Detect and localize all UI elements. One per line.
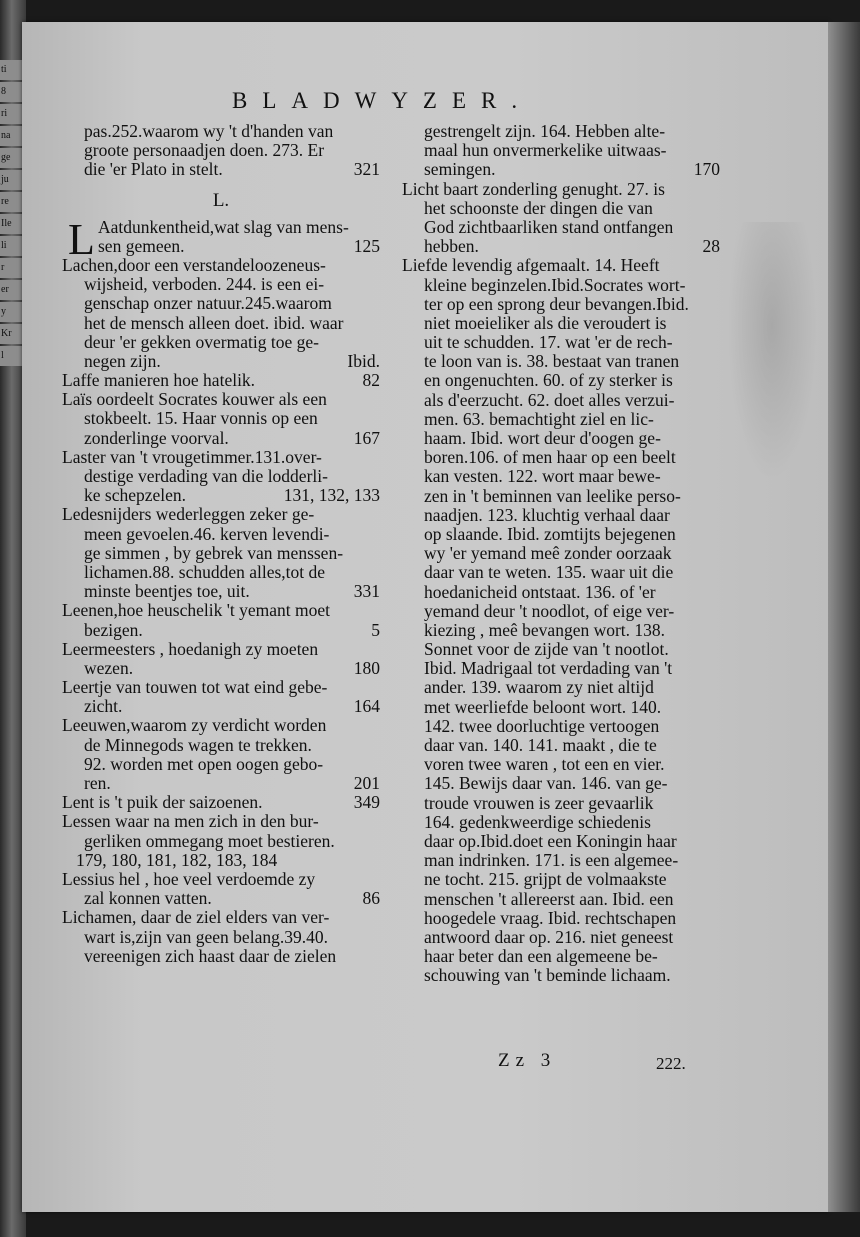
signature-mark: Zz 3: [498, 1050, 557, 1071]
index-entry-text: haam. Ibid. wort deur d'oogen ge-: [424, 428, 661, 448]
page-reference: 167: [353, 427, 380, 448]
index-line: [62, 678, 380, 697]
index-entry-text: het de mensch alleen doet. ibid. waar: [84, 312, 344, 333]
index-line: [402, 391, 720, 410]
index-entry-text: Liefde levendig afgemaalt. 14. Heeft: [402, 255, 660, 276]
index-entry-text: destige verdading van die lodderli-: [84, 466, 328, 486]
index-entry-text: yemand deur 't noodlot, of eige ver-: [424, 600, 675, 621]
index-entry-text: Lessius hel , hoe veel verdoemde zy: [62, 868, 316, 889]
index-line: [62, 851, 380, 870]
index-line: [402, 314, 720, 333]
letter-section-heading: L.: [212, 189, 230, 211]
index-entry-text: lichamen.88. schudden alles,tot de: [84, 561, 326, 582]
index-line: [402, 870, 720, 889]
index-line: [402, 371, 720, 390]
index-line: [62, 141, 380, 160]
index-entry-text: daar van te weten. 135. waar uit die: [424, 562, 674, 583]
index-entry-text: hoogedele vraag. Ibid. rechtschapen: [424, 907, 677, 928]
index-entry-text: Laïs oordeelt Socrates kouwer als een: [62, 389, 327, 410]
index-line: [62, 448, 380, 467]
index-entry-text: Lent is 't puik der saizoenen.: [62, 792, 263, 813]
index-line: [402, 448, 720, 467]
index-entry-text: gerliken ommegang moet bestieren.: [84, 830, 335, 851]
index-line: [62, 352, 380, 371]
index-entry-text: stokbeelt. 15. Haar vonnis op een: [84, 408, 318, 429]
index-entry-text: boren.106. of men haar op een beelt: [424, 447, 676, 468]
book-page: [22, 22, 828, 1212]
previous-page-fragment: l: [0, 346, 24, 366]
index-entry-text: sen gemeen.: [98, 235, 185, 256]
index-entry-text: zal konnen vatten.: [84, 888, 212, 909]
index-line: [402, 851, 720, 870]
index-line: [402, 966, 720, 985]
drop-cap-letter: L: [68, 214, 95, 264]
index-line: [402, 276, 720, 295]
index-line: [402, 199, 720, 218]
index-line: [62, 947, 380, 966]
index-line: [62, 582, 380, 601]
index-line: [62, 237, 380, 256]
index-line: [62, 294, 380, 313]
page-reference: Ibid.: [347, 350, 380, 371]
index-entry-text: Laster van 't vrougetimmer.131.over-: [62, 446, 322, 467]
index-line: [62, 314, 380, 333]
index-line: [402, 410, 720, 429]
index-line: [402, 180, 720, 199]
index-line: [402, 832, 720, 851]
index-line: [62, 832, 380, 851]
index-entry-text: antwoord daar op. 216. niet geneest: [424, 926, 674, 947]
index-entry-text: vereenigen zich haast daar de zielen: [84, 945, 337, 966]
index-entry-text: ke schepzelen.: [84, 485, 187, 506]
index-entry-text: kleine beginzelen.Ibid.Socrates wort-: [424, 274, 686, 295]
index-entry-text: ge simmen , by gebrek van menssen-: [84, 542, 344, 563]
page-reference: 86: [362, 888, 380, 909]
index-line: [62, 409, 380, 428]
index-entry-text: deur 'er gekken overmatig toe ge-: [84, 331, 319, 352]
index-line: [402, 583, 720, 602]
index-entry-text: man indrinken. 171. is een algemee-: [424, 850, 679, 871]
index-entry-text: zen in 't beminnen van leelike perso-: [424, 485, 681, 506]
index-line: [62, 390, 380, 409]
index-line: [402, 525, 720, 544]
page-reference: 170: [693, 159, 720, 180]
index-entry-text: wy 'er yemand meê zonder oorzaak: [424, 543, 672, 564]
previous-page-fragment: ti: [0, 60, 24, 80]
index-entry-text: zicht.: [84, 696, 123, 717]
index-line: [402, 122, 720, 141]
index-entry-text: als d'eerzucht. 62. doet alles verzui-: [424, 389, 675, 410]
index-entry-text: pas.252.waarom wy 't d'handen van: [84, 121, 334, 141]
index-entry-text: Lessen waar na men zich in den bur-: [62, 811, 319, 832]
index-line: [402, 237, 720, 256]
page-reference: 321: [353, 159, 380, 180]
index-entry-text: Licht baart zonderling genught. 27. is: [402, 178, 665, 199]
index-line: [402, 467, 720, 486]
previous-page-fragment: re: [0, 192, 24, 212]
index-entry-text: Aatdunkentheid,wat slag van mens-: [98, 216, 349, 237]
previous-page-fragment: na: [0, 126, 24, 146]
page-reference: 180: [353, 657, 380, 678]
index-entry-text: die 'er Plato in stelt.: [84, 159, 223, 180]
index-line: [402, 640, 720, 659]
index-line: [402, 544, 720, 563]
index-line: [62, 697, 380, 716]
index-line: [62, 870, 380, 889]
index-entry-text: Sonnet voor de zijde van 't nootlot.: [424, 639, 669, 660]
index-line: [62, 812, 380, 831]
index-entry-text: uit te schudden. 17. wat 'er de rech-: [424, 332, 673, 353]
index-entry-text: Laffe manieren hoe hatelik.: [62, 370, 256, 391]
index-line: [62, 908, 380, 927]
index-entry-text: wezen.: [84, 657, 134, 678]
index-entry-text: God zichtbaarliken stand ontfangen: [424, 216, 674, 237]
index-entry-text: troude vrouwen is zeer gevaarlik: [424, 792, 654, 813]
index-line: [62, 601, 380, 620]
index-entry-text: maal hun onvermerkelike uitwaas-: [424, 140, 667, 161]
index-line: [402, 218, 720, 237]
page-reference: 201: [353, 773, 380, 793]
index-entry-text: 179, 180, 181, 182, 183, 184: [76, 849, 278, 870]
index-line: [402, 602, 720, 621]
index-line: [402, 947, 720, 966]
index-entry-text: het schoonste der dingen die van: [424, 197, 653, 218]
previous-page-fragment: y: [0, 302, 24, 322]
index-entry-text: wart is,zijn van geen belang.39.40.: [84, 926, 328, 947]
previous-page-fragment: Kr: [0, 324, 24, 344]
index-entry-text: ter op een sprong deur bevangen.Ibid.: [424, 293, 689, 314]
index-line: [62, 928, 380, 947]
index-line: [402, 487, 720, 506]
previous-page-fragment: li: [0, 236, 24, 256]
index-line: [402, 717, 720, 736]
index-line: [62, 736, 380, 755]
index-entry-text: meen gevoelen.46. kerven levendi-: [84, 523, 330, 544]
previous-page-fragment: ri: [0, 104, 24, 124]
index-line: [62, 889, 380, 908]
index-line: [62, 122, 380, 141]
page-reference: 28: [702, 236, 720, 257]
index-entry-text: menschen 't allereerst aan. Ibid. een: [424, 888, 674, 909]
index-entry-text: minste beentjes toe, uit.: [84, 581, 250, 602]
index-line: [62, 160, 380, 179]
index-entry-text: voren twee waren , tot een en vier.: [424, 754, 665, 775]
index-line: [402, 774, 720, 793]
index-line: [402, 736, 720, 755]
page-gutter-shadow: [828, 22, 860, 1212]
index-line: [62, 774, 380, 793]
previous-page-fragment: Ile: [0, 214, 24, 234]
index-entry-text: Ledesnijders wederleggen zeker ge-: [62, 504, 315, 525]
page-reference: 331: [353, 581, 380, 602]
index-entry-text: daar van. 140. 141. maakt , die te: [424, 735, 657, 755]
previous-page-fragment: r: [0, 258, 24, 278]
index-entry-text: Ibid. Madrigaal tot verdading van 't: [424, 658, 673, 679]
index-entry-text: Leertje van touwen tot wat eind gebe-: [62, 677, 328, 698]
index-line: [62, 505, 380, 524]
page-number: 222.: [656, 1054, 686, 1073]
index-entry-text: naadjen. 123. kluchtig verhaal daar: [424, 504, 670, 525]
index-line: [402, 256, 720, 275]
page-reference: 164: [353, 696, 380, 717]
index-entry-text: semingen.: [424, 159, 496, 180]
index-line: [62, 525, 380, 544]
index-entry-text: groote personaadjen doen. 273. Er: [84, 140, 325, 161]
index-line: [62, 621, 380, 640]
index-line: [402, 506, 720, 525]
index-line: [62, 429, 380, 448]
index-entry-text: gestrengelt zijn. 164. Hebben alte-: [424, 121, 666, 141]
index-entry-text: ander. 139. waarom zy niet altijd: [424, 677, 654, 698]
index-line: [402, 160, 720, 179]
page-reference: 125: [353, 235, 380, 256]
previous-page-fragment: 8: [0, 82, 24, 102]
page-header: BLADWYZER.: [232, 88, 533, 113]
paper-tear-stain: [727, 222, 817, 482]
index-entry-text: Leeuwen,waarom zy verdicht worden: [62, 715, 327, 736]
page-reference: 131, 132, 133: [283, 485, 380, 506]
index-entry-text: genschap onzer natuur.245.waarom: [84, 293, 332, 314]
index-entry-text: zonderlinge voorval.: [84, 427, 229, 448]
index-line: [62, 793, 380, 812]
previous-page-fragment: er: [0, 280, 24, 300]
index-entry-text: kiezing , meê bevangen wort. 138.: [424, 619, 666, 640]
index-line: [62, 256, 380, 275]
index-line: [62, 755, 380, 774]
index-line: [62, 544, 380, 563]
index-entry-text: en ongenuchten. 60. of zy sterker is: [424, 370, 673, 391]
index-entry-text: Leermeesters , hoedanigh zy moeten: [62, 638, 319, 659]
index-entry-text: ren.: [84, 773, 111, 793]
index-entry-text: hebben.: [424, 236, 479, 257]
page-reference: 5: [371, 619, 380, 640]
index-line: [62, 563, 380, 582]
index-entry-text: 142. twee doorluchtige vertoogen: [424, 715, 660, 736]
right-index-column: [402, 122, 720, 985]
index-line: [62, 486, 380, 505]
index-entry-text: te loon van is. 38. bestaat van tranen: [424, 351, 680, 372]
index-entry-text: bezigen.: [84, 619, 143, 640]
index-line: [402, 698, 720, 717]
index-entry-text: niet moeieliker als die veroudert is: [424, 312, 667, 333]
index-line: [402, 794, 720, 813]
index-line: [402, 659, 720, 678]
index-line: [402, 678, 720, 697]
index-entry-text: schouwing van 't beminde lichaam.: [424, 965, 671, 986]
index-line: [402, 141, 720, 160]
index-entry-text: Lachen,door een verstandeloozeneus-: [62, 254, 326, 275]
index-line: [402, 928, 720, 947]
index-line: [62, 333, 380, 352]
index-entry-text: hoedanicheid ontstaat. 136. of 'er: [424, 581, 656, 602]
index-entry-text: 145. Bewijs daar van. 146. van ge-: [424, 773, 668, 794]
previous-page-fragment: ge: [0, 148, 24, 168]
index-line: [402, 429, 720, 448]
page-reference: 349: [353, 792, 380, 813]
index-entry-text: negen zijn.: [84, 350, 161, 371]
index-line: [62, 371, 380, 390]
index-line: [402, 563, 720, 582]
index-line: [402, 333, 720, 352]
index-line: [402, 909, 720, 928]
index-line: [402, 890, 720, 909]
index-line: [62, 275, 380, 294]
index-line: [62, 716, 380, 735]
index-entry-text: men. 63. bemachtight ziel en lic-: [424, 408, 654, 429]
index-line: [402, 295, 720, 314]
index-entry-text: op slaande. Ibid. zomtijts bejegenen: [424, 523, 676, 544]
index-line: [402, 813, 720, 832]
index-entry-text: kan vesten. 122. wort maar bewe-: [424, 466, 661, 487]
index-line: [62, 467, 380, 486]
index-line: [402, 755, 720, 774]
index-entry-text: de Minnegods wagen te trekken.: [84, 734, 312, 755]
index-entry-text: 164. gedenkweerdige schiedenis: [424, 811, 651, 832]
index-line: [62, 659, 380, 678]
index-entry-text: met weerliefde beloont wort. 140.: [424, 696, 662, 717]
index-line: [402, 352, 720, 371]
previous-page-fragment: ju: [0, 170, 24, 190]
index-line: [402, 621, 720, 640]
index-entry-text: Lichamen, daar de ziel elders van ver-: [62, 907, 330, 928]
index-line: [62, 640, 380, 659]
page-reference: 82: [362, 370, 380, 391]
index-entry-text: haar beter dan een algemeene be-: [424, 946, 658, 967]
index-entry-text: daar op.Ibid.doet een Koningin haar: [424, 830, 677, 851]
previous-page-fragments: [0, 60, 24, 740]
index-entry-text: wijsheid, verboden. 244. is een ei-: [84, 274, 325, 295]
index-entry-text: 92. worden met open oogen gebo-: [84, 753, 324, 774]
left-index-column: [62, 122, 380, 966]
index-entry-text: ne tocht. 215. grijpt de volmaakste: [424, 869, 667, 890]
index-entry-text: Leenen,hoe heuschelik 't yemant moet: [62, 600, 330, 621]
